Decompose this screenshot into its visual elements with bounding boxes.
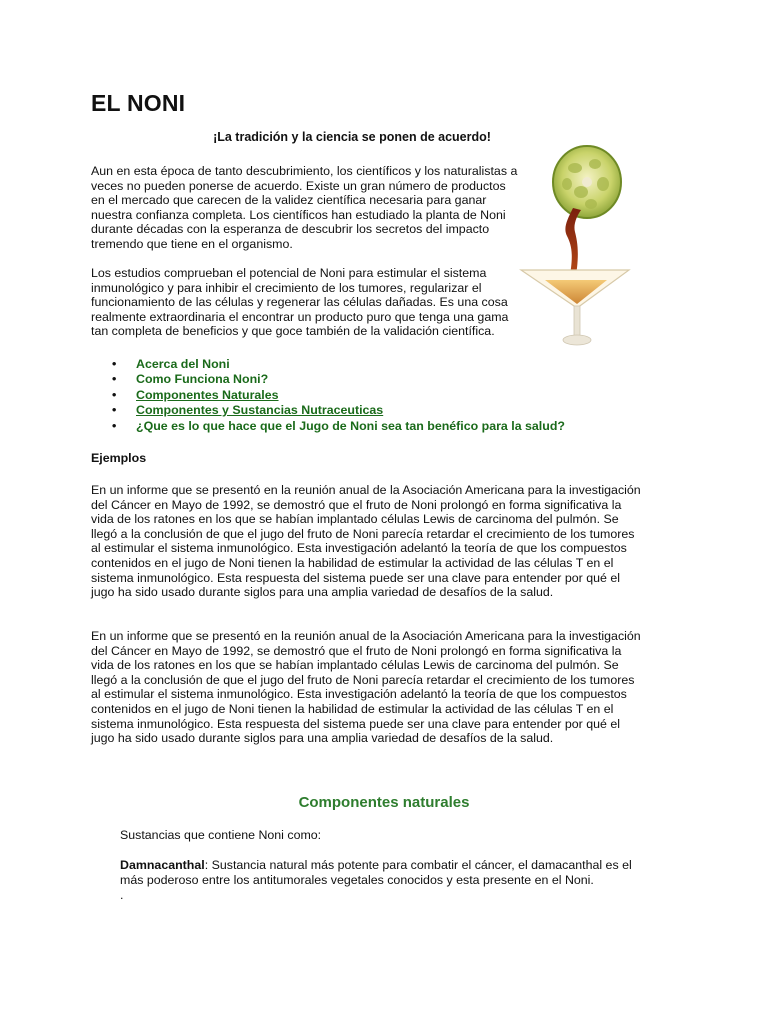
list-item [112,388,565,403]
damnacanthal-paragraph [120,858,650,887]
link-acerca-del-noni[interactable]: Acerca del Noni [136,357,230,371]
list-item [112,357,565,372]
damnacanthal-description: : Sustancia natural más potente para combatir el cáncer, el damacanthal es el más poderoso entre los antitumorales vegetales conocidos y esta presente en el Noni. [120,858,632,887]
martini-glass-icon [521,270,629,345]
link-componentes-sustancias-nutraceuticas[interactable]: Componentes y Sustancias Nutraceuticas [136,403,384,418]
bullet-marker: • [112,357,117,371]
link-como-funciona-noni[interactable]: Como Funciona Noni? [136,372,269,387]
link-componentes-naturales[interactable]: Componentes Naturales [136,387,279,402]
bullet-marker: • [112,387,117,402]
section-heading: Componentes naturales [298,794,470,811]
examples-heading: Ejemplos [91,451,147,465]
juice-stream-icon [565,208,581,280]
section-intro: Sustancias que contiene Noni como: [120,828,322,842]
topic-links-list [112,357,565,434]
example-paragraph-2: En un informe que se presentó en la reunión anual de la Asociación Americana para la investigación del Cáncer en Mayo de 1992, se demostró que el fruto de Noni prolongó en forma significativa la vida de los ratones en los que se habían implantado células Lewis de carcinoma del pulmón. Se llegó a la conclusión de que el jugo del fruto de Noni parecía retardar el crecimiento de los tumores al estimular el sistema inmunológico. Esta investigación adelantó la teoría de que los compuestos contenidos en el jugo de Noni tienen la habilidad de estimular la actividad de las células T en el sistema inmunológico. Esta respuesta del sistema puede ser una clave para entender por qué el jugo ha sido usado durante siglos para una amplia variedad de desafíos de la salud. [91,629,641,746]
bullet-marker: • [112,403,117,418]
noni-fruit-icon [553,146,621,218]
trailing-dot: . [120,888,124,902]
page-title: EL NONI [91,90,186,116]
damnacanthal-term: Damnacanthal [120,858,205,872]
list-item [112,403,565,418]
list-item [112,419,565,434]
example-paragraph-1: En un informe que se presentó en la reunión anual de la Asociación Americana para la investigación del Cáncer en Mayo de 1992, se demostró que el fruto de Noni prolongó en forma significativa la vida de los ratones en los que se habían implantado células Lewis de carcinoma del pulmón. Se llegó a la conclusión de que el jugo del fruto de Noni parecía retardar el crecimiento de los tumores al estimular el sistema inmunológico. Esta investigación adelantó la teoría de que los compuestos contenidos en el jugo de Noni tienen la habilidad de estimular la actividad de las células T en el sistema inmunológico. Esta respuesta del sistema puede ser una clave para entender por qué el jugo ha sido usado durante siglos para una amplia variedad de desafíos de la salud. [91,483,641,600]
bullet-marker: • [112,372,117,387]
bullet-marker: • [112,418,117,433]
list-item [112,372,565,387]
intro-paragraph-1: Aun en esta época de tanto descubrimiento, los científicos y los naturalistas a veces no pueden ponerse de acuerdo. Existe un gran número de productos en el mercado que carecen de la validez científica necesaria para ganar nuestra confianza completa. Los científicos han estudiado la planta de Noni durante décadas con la esperanza de descubrir los secretos del impacto tremendo que tiene en el organismo. [91,164,518,251]
noni-juice-illustration [515,140,635,355]
link-jugo-de-noni-benefico[interactable]: ¿Que es lo que hace que el Jugo de Noni sea tan benéfico para la salud? [136,418,565,433]
subtitle: ¡La tradición y la ciencia se ponen de acuerdo! [213,130,491,144]
intro-paragraph-2: Los estudios comprueban el potencial de Noni para estimular el sistema inmunológico y para inhibir el crecimiento de los tumores, regularizar el funcionamiento de las células y regenerar las células dañadas. Es una cosa realmente extraordinaria el encontrar un producto puro que tenga una gama tan completa de beneficios y que goce también de la validación científica. [91,266,509,339]
